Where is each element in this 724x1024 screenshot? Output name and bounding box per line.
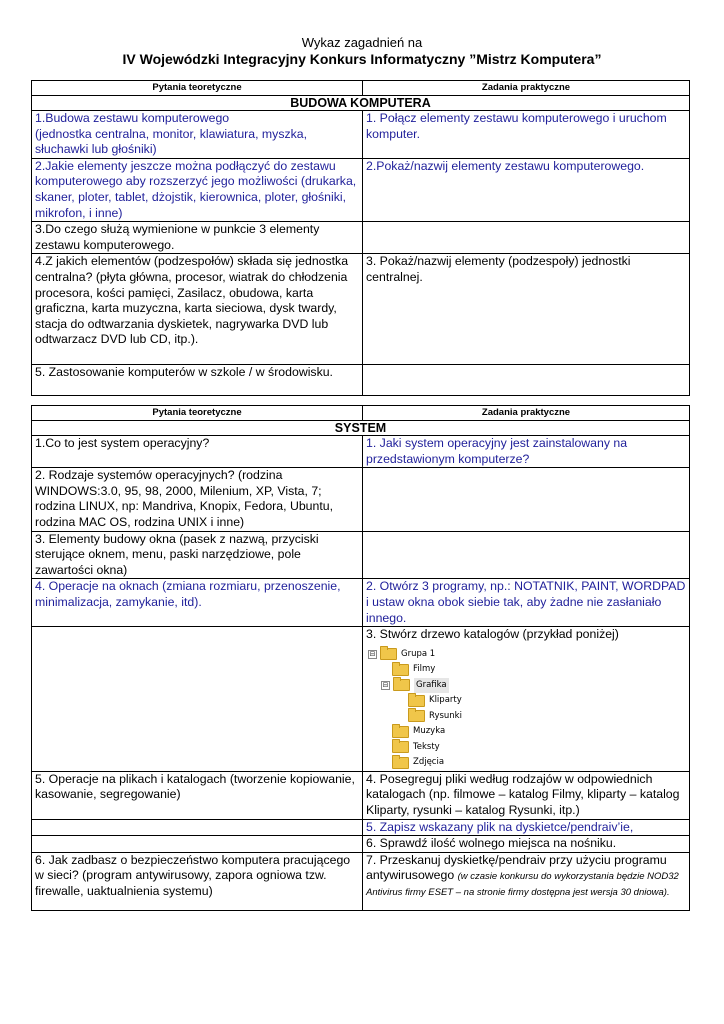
tree-node-label: Rysunki: [429, 710, 462, 721]
table-row: [32, 254, 690, 365]
tree-node-label: Kliparty: [429, 695, 462, 706]
tree-node-label: Zdjęcia: [413, 757, 445, 768]
practice-cell: 4. Posegreguj pliki według rodzajów w odpowiednich katalogach (np. filmowe – katalog Filmy, kliparty – katalog Kliparty, rysunki – katalog Rysunki, itp.): [363, 771, 690, 819]
table-row: [32, 111, 690, 159]
practice-cell: 1. Jaki system operacyjny jest zainstalowany na przedstawionym komputerze?: [363, 436, 690, 468]
practice-cell: [363, 468, 690, 531]
practice-cell: 2.Pokaż/nazwij elementy zestawu komputerowego.: [363, 158, 690, 221]
practice-cell: 2. Otwórz 3 programy, np.: NOTATNIK, PAINT, WORDPAD i ustaw okna obok siebie tak, aby żadne nie zasłaniało innego.: [363, 579, 690, 627]
tree-node-rysunki[interactable]: [368, 709, 483, 725]
theory-cell: 1.Co to jest system operacyjny?: [32, 436, 363, 468]
theory-cell: 4.Z jakich elementów (podzespołów) składa się jednostka centralna? (płyta główna, procesor, wiatrak do chłodzenia procesora, kości pamięci, Zasilacz, obudowa, karta graficzna, karta muzyczna, karta sieciowa, dysk twardy, stacja do odtwarzania dyskietek, nagrywarka DVD lub odtwarzacz DVD lub CD, itp.).: [32, 254, 363, 365]
folder-icon: [392, 741, 409, 753]
table-row: [32, 365, 690, 396]
tree-node-grupa-1[interactable]: [368, 647, 483, 663]
tree-node-label: Filmy: [413, 664, 436, 675]
table-row: [32, 836, 690, 853]
folder-icon: [393, 679, 410, 691]
collapse-icon[interactable]: ⊟: [369, 649, 376, 658]
document-title: IV Wojewódzki Integracyjny Konkurs Informatyczny ”Mistrz Komputera”: [122, 51, 602, 67]
table-row: [32, 531, 690, 579]
column-header-theory: Pytania teoretyczne: [32, 81, 363, 96]
tree-node-zdjecia[interactable]: [368, 755, 483, 771]
tree-node-label: Muzyka: [413, 726, 446, 737]
section-title: BUDOWA KOMPUTERA: [32, 96, 690, 111]
directory-tree: [368, 647, 483, 771]
tree-node-muzyka[interactable]: [368, 724, 483, 740]
theory-cell: 6. Jak zadbasz o bezpieczeństwo komputera pracującego w sieci? (program antywirusowy, zapora ogniowa tzw. firewalle, uaktualnienia systemu): [32, 852, 363, 910]
table-row: [32, 436, 690, 468]
practice-cell-note: (w czasie konkursu do wykorzystania będzie NOD32 Antivirus firmy ESET – na stronie firmy dostępna jest wersja 30 dniowa).: [366, 871, 679, 898]
table-row: [32, 819, 690, 836]
practice-cell: [363, 852, 690, 910]
theory-cell: 1.Budowa zestawu komputerowego (jednostka centralna, monitor, klawiatura, myszka, słuchawki lub głośniki): [32, 111, 363, 159]
table-row: [32, 222, 690, 254]
table-system: [31, 405, 690, 911]
practice-cell: [363, 531, 690, 579]
practice-cell: 6. Sprawdź ilość wolnego miejsca na nośniku.: [363, 836, 690, 853]
theory-cell: 3. Elementy budowy okna (pasek z nazwą, przyciski sterujące oknem, menu, paski narzędziowe, pole zawartości okna): [32, 531, 363, 579]
table-row: [32, 771, 690, 819]
tree-node-label: Grupa 1: [401, 648, 436, 659]
theory-cell: 5. Zastosowanie komputerów w szkole / w środowisku.: [32, 365, 363, 396]
table-row: [32, 627, 690, 772]
folder-icon: [408, 710, 425, 722]
folder-icon: [392, 664, 409, 676]
practice-cell-text: 7. Przeskanuj dyskietkę/pendraiv przy użyciu programu antywirusowego: [366, 852, 667, 883]
table-row: [32, 468, 690, 531]
theory-cell: 3.Do czego służą wymienione w punkcie 3 elementy zestawu komputerowego.: [32, 222, 363, 254]
theory-cell: [32, 819, 363, 836]
table-row: [32, 158, 690, 221]
theory-cell: 5. Operacje na plikach i katalogach (tworzenie kopiowanie, kasowanie, segregowanie): [32, 771, 363, 819]
practice-cell: [363, 365, 690, 396]
table-budowa-komputera: [31, 80, 690, 396]
document-subtitle: Wykaz zagadnień na: [301, 35, 423, 50]
tree-node-kliparty[interactable]: [368, 693, 483, 709]
theory-cell: [32, 836, 363, 853]
practice-cell: [363, 627, 690, 772]
column-header-theory: Pytania teoretyczne: [32, 406, 363, 421]
table-row: [32, 852, 690, 910]
tree-node-label: Grafika: [414, 678, 449, 694]
tree-node-teksty[interactable]: [368, 740, 483, 756]
column-header-practice: Zadania praktyczne: [363, 406, 690, 421]
page-header: [0, 0, 724, 68]
tree-node-filmy[interactable]: [368, 662, 483, 678]
theory-cell: [32, 627, 363, 772]
theory-cell: 2. Rodzaje systemów operacyjnych? (rodzina WINDOWS:3.0, 95, 98, 2000, Milenium, XP, Vista, 7; rodzina LINUX, np: Mandriva, Knopix, Fedora, Ubuntu, rodzina MAC OS, rodzina UNIX i inne): [32, 468, 363, 531]
folder-icon: [392, 757, 409, 769]
theory-cell: 4. Operacje na oknach (zmiana rozmiaru, przenoszenie, minimalizacja, zamykanie, itd).: [32, 579, 363, 627]
column-header-practice: Zadania praktyczne: [363, 81, 690, 96]
collapse-icon[interactable]: ⊟: [382, 680, 389, 689]
practice-cell-text: 3. Stwórz drzewo katalogów (przykład poniżej): [366, 627, 619, 642]
practice-cell: 1. Połącz elementy zestawu komputerowego i uruchom komputer.: [363, 111, 690, 159]
tree-node-label: Teksty: [413, 741, 440, 752]
tree-node-grafika[interactable]: [368, 678, 483, 694]
folder-icon: [392, 726, 409, 738]
section-title: SYSTEM: [32, 421, 690, 436]
practice-cell: [363, 222, 690, 254]
practice-cell: 3. Pokaż/nazwij elementy (podzespoły) jednostki centralnej.: [363, 254, 690, 365]
folder-icon: [380, 648, 397, 660]
theory-cell: 2.Jakie elementy jeszcze można podłączyć do zestawu komputerowego aby rozszerzyć jego możliwości (drukarka, skaner, ploter, tablet, dżojstik, kierownica, ploter, głośniki, mikrofon, i inne): [32, 158, 363, 221]
folder-icon: [408, 695, 425, 707]
practice-cell: 5. Zapisz wskazany plik na dyskietce/pendraiv’ie,: [363, 819, 690, 836]
table-row: [32, 579, 690, 627]
